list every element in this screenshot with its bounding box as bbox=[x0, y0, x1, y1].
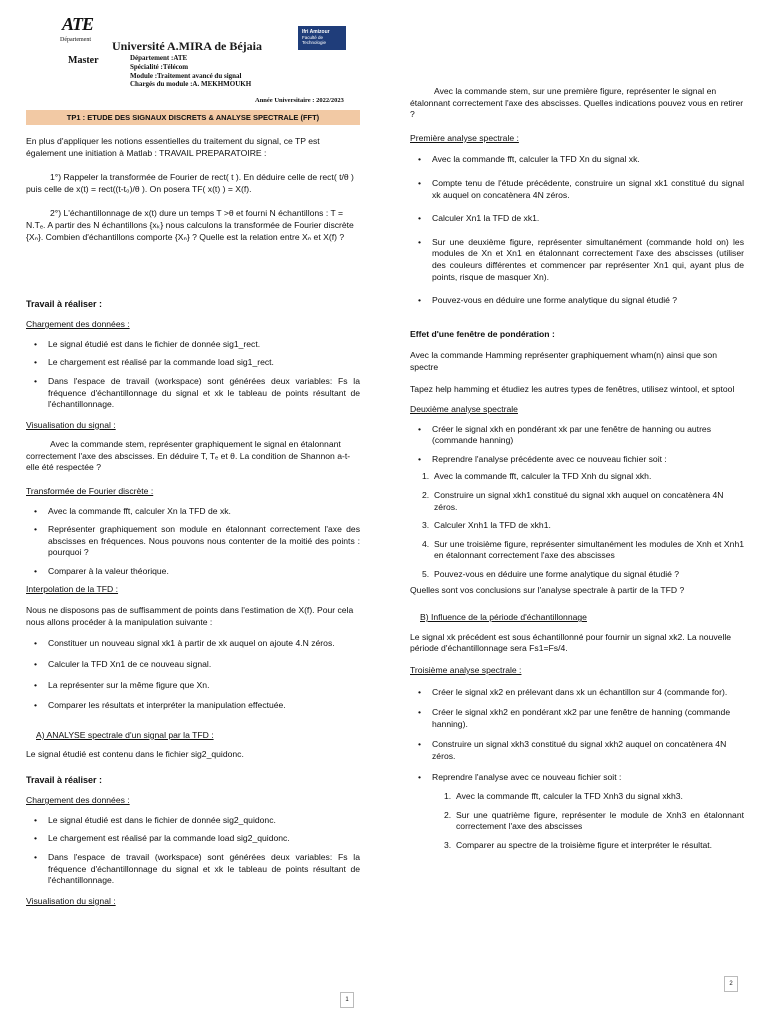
section-b-heading: B) Influence de la période d'échantillonnage bbox=[420, 612, 587, 623]
visualisation-heading-2: Visualisation du signal : bbox=[26, 895, 116, 906]
tfd-heading: Transformée de Fourier discrète : bbox=[26, 486, 154, 497]
chargement-list bbox=[26, 339, 360, 411]
list-item: • Créer le signal xkh en pondérant xk par une fenêtre de hanning ou autres (commande hanning) bbox=[410, 424, 744, 447]
list-item: 1. Avec la commande fft, calculer la TFD Xnh du signal xkh. bbox=[422, 471, 652, 482]
list-item: • Compte tenu de l'étude précédente, construire un signal xk1 constitué du signal xk auquel on concatènera 4N zéros. bbox=[410, 178, 744, 201]
list-item: • Avec la commande fft, calculer la TFD Xn du signal xk. bbox=[410, 154, 744, 166]
intro-text: En plus d'appliquer les notions essentielles du traitement du signal, ce TP est également une initiation à Matlab : TRAVAIL PREPARATOIRE : bbox=[26, 136, 320, 158]
list-item: • Comparer à la valeur théorique. bbox=[26, 566, 360, 578]
page-number-2: 2 bbox=[724, 976, 738, 992]
list-item: 4. Sur une troisième figure, représenter simultanément les modules de Xnh et Xnh1 en étalonnant correctement l'axe des abscisses bbox=[422, 538, 744, 561]
ate-logo: ATE bbox=[62, 14, 94, 34]
analyse-1-list bbox=[410, 154, 744, 306]
page2-content bbox=[410, 86, 744, 852]
analyse-3-steps bbox=[410, 791, 744, 851]
intro-section bbox=[26, 136, 360, 243]
faculty-badge: Ifri Amizour Faculté de Technologie bbox=[298, 26, 346, 50]
travail-heading-2: Travail à réaliser : bbox=[26, 774, 103, 785]
list-item: • Avec la commande fft, calculer Xn la TFD de xk. bbox=[26, 506, 360, 518]
department: Département :ATE bbox=[130, 54, 188, 62]
section-a-text: Le signal étudié est contenu dans le fichier sig2_quidonc. bbox=[26, 749, 244, 760]
tfd-list bbox=[26, 506, 360, 578]
ate-logo-subtitle: Département bbox=[60, 37, 91, 43]
section-b-text: Le signal xk précédent est sous échantillonné pour fournir un signal xk2. La nouvelle période d'échantillonnage sera Fs1=Fs/4. bbox=[410, 631, 732, 654]
list-item: • Constituer un nouveau signal xk1 à partir de xk auquel on ajoute 4.N zéros. bbox=[26, 638, 360, 650]
list-item: 3. Comparer au spectre de la troisième figure et interpréter le résultat. bbox=[444, 839, 713, 850]
fenetre-heading: Effet d'une fenêtre de pondération : bbox=[410, 328, 555, 339]
analyse-2-steps bbox=[410, 471, 744, 580]
list-item: 2. Construire un signal xkh1 constitué du signal xkh auquel on concatènera 4N zéros. bbox=[422, 490, 724, 512]
list-item: • Créer le signal xk2 en prélevant dans xk un échantillon sur 4 (commande for). bbox=[410, 687, 744, 699]
list-item: • Dans l'espace de travail (workspace) sont générées deux variables: Fs la fréquence d'échantillonnage du signal et xk le tableau de points résultant de l'échantillonnage. bbox=[26, 376, 360, 411]
specialty: Spécialité :Télécom bbox=[130, 62, 189, 71]
interpolation-heading: Interpolation de la TFD : bbox=[26, 583, 119, 594]
module: Module :Traitement avancé du signal bbox=[130, 71, 242, 80]
list-item: • Représenter graphiquement son module en étalonnant correctement l'axe des abscisses en fréquences. Nous pouvons nous contenter de la moitié des points : pourquoi ? bbox=[26, 524, 360, 559]
list-item: • Créer le signal xkh2 en pondérant xk2 par une fenêtre de hanning (commande hanning). bbox=[410, 707, 744, 730]
master-label: Master bbox=[68, 55, 99, 66]
list-item: 2. Sur une quatrième figure, représenter le module de Xnh3 en étalonnant correctement l'axe des abscisses bbox=[444, 809, 744, 832]
list-item: • Le signal étudié est dans le fichier de donnée sig1_rect. bbox=[26, 339, 360, 351]
list-item: • La représenter sur la même figure que Xn. bbox=[26, 680, 360, 692]
list-item: 5. Pouvez-vous en déduire une forme analytique du signal étudié ? bbox=[422, 569, 680, 580]
stem-instruction: Avec la commande stem, sur une première figure, représenter le signal en étalonnant correctement l'axe des abscisses. Quelles indications pouvez vous en retirer ? bbox=[410, 86, 744, 120]
header-info bbox=[130, 54, 251, 89]
fenetre-text-2: Tapez help hamming et étudiez les autres types de fenêtres, utilisez wintool, et sptool bbox=[410, 383, 735, 394]
list-item: • Comparer les résultats et interpréter la manipulation effectuée. bbox=[26, 700, 360, 712]
academic-year: Année Universitaire : 2022/2023 bbox=[255, 97, 344, 104]
visualisation-heading: Visualisation du signal : bbox=[26, 419, 116, 430]
chargement-list-2 bbox=[26, 815, 360, 887]
analyse-2-list bbox=[410, 424, 744, 466]
visualisation-text: Avec la commande stem, représenter graphiquement le signal en étalonnant correctement l'axe des abscisses. En déduire T, Tₑ et θ. La condition de Shannon a-t-elle été respectée ? bbox=[26, 439, 351, 473]
analyse-3-heading: Troisième analyse spectrale : bbox=[410, 665, 522, 675]
interpolation-text: Nous ne disposons pas de suffisamment de points dans l'estimation de X(f). Pour cela nous allons procéder à la manipulation suivante : bbox=[26, 605, 354, 627]
list-item: • Pouvez-vous en déduire une forme analytique du signal étudié ? bbox=[410, 295, 744, 307]
analyse-1-heading: Première analyse spectrale : bbox=[410, 132, 519, 143]
interpolation-list bbox=[26, 638, 360, 711]
analyse-2-heading: Deuxième analyse spectrale bbox=[410, 404, 518, 415]
list-item: 1. Avec la commande fft, calculer la TFD Xnh3 du signal xkh3. bbox=[444, 791, 683, 802]
chargement-heading-2: Chargement des données : bbox=[26, 795, 130, 806]
page-number-1: 1 bbox=[340, 992, 354, 1008]
fenetre-text-1: Avec la commande Hamming représenter graphiquement wham(n) ainsi que son spectre bbox=[410, 350, 717, 372]
list-item: • Le chargement est réalisé par la commande load sig2_quidonc. bbox=[26, 833, 360, 845]
instructor: Chargés du module :A. MEKHMOUKH bbox=[130, 80, 252, 89]
list-item: • Dans l'espace de travail (workspace) sont générées deux variables: Fs la fréquence d'échantillonnage du signal et xk le tableau de points résultant de l'échantillonnage. bbox=[26, 852, 360, 887]
conclusion-question: Quelles sont vos conclusions sur l'analyse spectrale à partir de la TFD ? bbox=[410, 584, 685, 595]
list-item: • Le chargement est réalisé par la commande load sig1_rect. bbox=[26, 357, 360, 369]
list-item: • Calculer Xn1 la TFD de xk1. bbox=[410, 213, 744, 225]
tp-title: TP1 : ETUDE DES SIGNAUX DISCRETS & ANALYSE SPECTRALE (FFT) bbox=[26, 110, 360, 125]
analyse-3-list bbox=[410, 687, 744, 784]
list-item: • Sur une deuxième figure, représenter simultanément (commande hold on) les modules de Xn et Xn1 en étalonnant correctement l'axe des abscisses (utiliser des couleurs différentes et commencer par représenter Xn1 qui, ayant plus de points, risque de masquer Xn). bbox=[410, 237, 744, 283]
university-name: Université A.MIRA de Béjaia bbox=[112, 39, 262, 53]
list-item: • Calculer la TFD Xn1 de ce nouveau signal. bbox=[26, 659, 360, 671]
page-2 bbox=[384, 0, 768, 1024]
prep-question-2: 2°) L'échantillonnage de x(t) dure un temps T >θ et fourni N échantillons : T = N.Tₑ. A partir des N échantillons {xₖ} nous calculons la transformée de Fourier discrète {Xₙ}. Combien d'échantillons comporte {Xₙ} ? Quelle est la relation entre Xₙ et X(f) ? bbox=[26, 208, 354, 242]
list-item: 3. Calculer Xnh1 la TFD de xkh1. bbox=[422, 520, 551, 531]
list-item: • Reprendre l'analyse précédente avec ce nouveau fichier soit : bbox=[410, 454, 744, 466]
chargement-heading: Chargement des données : bbox=[26, 319, 130, 330]
list-item: • Construire un signal xkh3 constitué du signal xkh2 auquel on concatènera 4N zéros. bbox=[410, 739, 744, 762]
list-item: • Reprendre l'analyse avec ce nouveau fichier soit : bbox=[410, 772, 744, 784]
list-item: • Le signal étudié est dans le fichier de donnée sig2_quidonc. bbox=[26, 815, 360, 827]
travail-heading: Travail à réaliser : bbox=[26, 299, 103, 309]
section-a-heading: A) ANALYSE spectrale d'un signal par la TFD : bbox=[36, 729, 214, 740]
prep-question-1: 1°) Rappeler la transformée de Fourier de rect( t ). En déduire celle de rect( t/θ ) puis celle de x(t) = rect((t-t₀)/θ ). On posera TF( x(t) ) = X(f). bbox=[26, 172, 354, 194]
travail-section-1 bbox=[26, 298, 360, 907]
